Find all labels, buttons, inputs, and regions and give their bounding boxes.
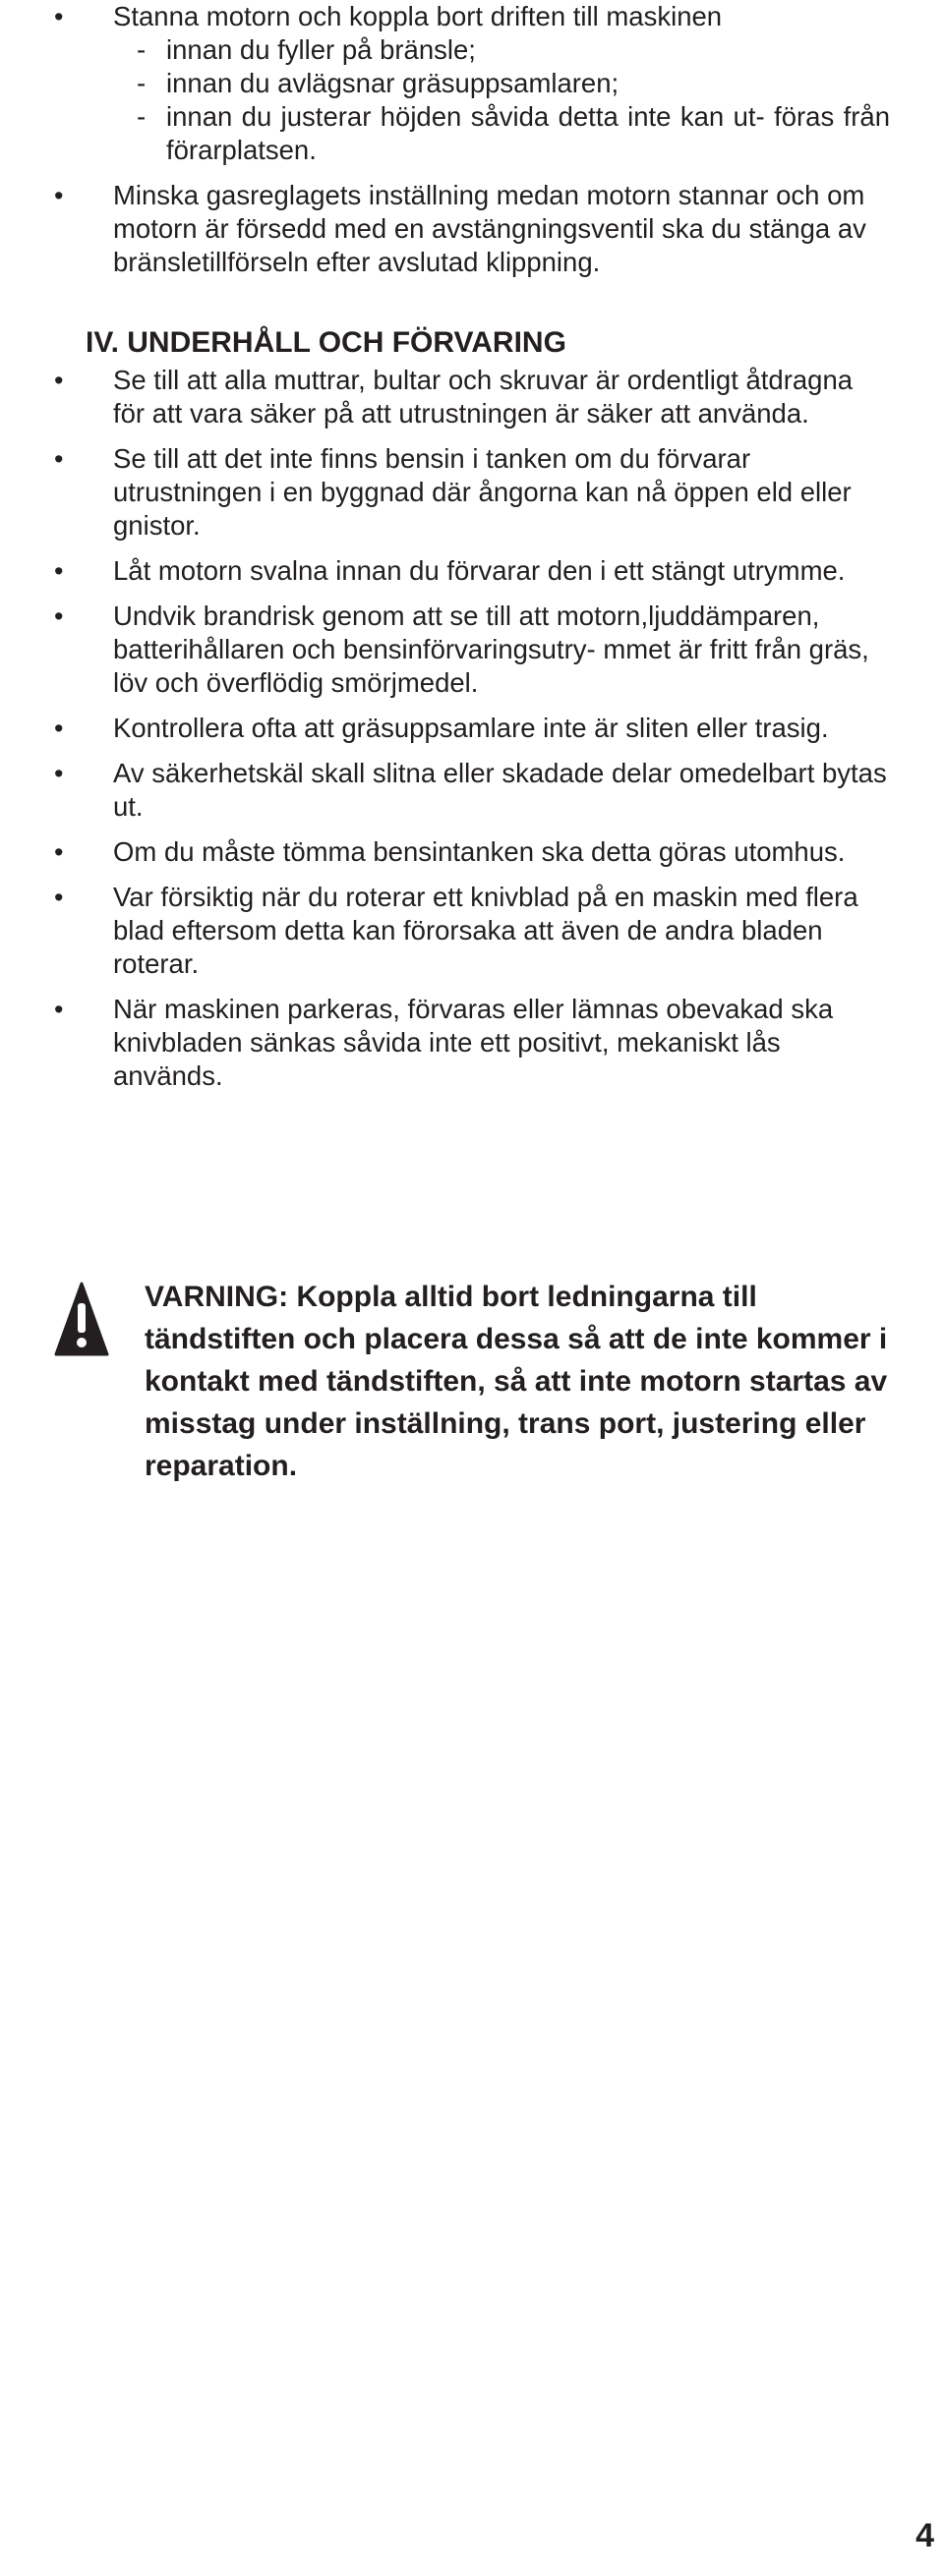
list-item: • Kontrollera ofta att gräsuppsamlare inte är sliten eller trasig.	[54, 712, 890, 745]
list-item: • När maskinen parkeras, förvaras eller lämnas obevakad ska knivbladen sänkas såvida inte ett positivt, mekaniskt lås används.	[54, 993, 890, 1093]
list-item	[54, 179, 890, 279]
list-item-text: Stanna motorn och koppla bort driften till maskinen	[113, 1, 723, 31]
list-item: • Undvik brandrisk genom att se till att motorn,ljuddämparen, batterihållaren och bensinförvaringsutry- mmet är fritt från gräs, löv och överflödig smörjmedel.	[54, 600, 890, 700]
page-number: 4	[915, 2517, 934, 2554]
list-item: • Var försiktig när du roterar ett knivblad på en maskin med flera blad eftersom detta kan förorsaka att även de andra bladen roterar.	[54, 881, 890, 981]
list-item: • Se till att alla muttrar, bultar och skruvar är ordentligt åtdragna för att vara säker på att utrustningen är säker att använda.	[54, 364, 890, 430]
safety-list	[54, 0, 890, 279]
list-item: • Om du måste tömma bensintanken ska detta göras utomhus.	[54, 835, 890, 869]
text-column	[54, 0, 890, 1482]
sub-list-item: - innan du fyller på bränsle;	[137, 33, 890, 67]
list-item-text: Minska gasreglagets inställning medan motorn stannar och om motorn är försedd med en avstängningsventil ska du stänga av bränsletillförseln efter avslutad klippning.	[113, 180, 866, 277]
sub-list-item: - innan du avlägsnar gräsuppsamlaren;	[137, 67, 890, 100]
sub-list	[113, 33, 890, 167]
list-item: • Låt motorn svalna innan du förvarar den i ett stängt utrymme.	[54, 554, 890, 588]
list-item	[54, 0, 890, 167]
maintenance-list	[54, 364, 890, 1093]
warning-triangle-icon	[54, 1282, 109, 1356]
warning-text: VARNING: Koppla alltid bort ledningarna till tändstiften och placera dessa så att de inte kommer i kontakt med tändstiften, så att inte motorn startas av misstag under inställning, trans port, justering eller reparation.	[145, 1281, 888, 1482]
section-heading: IV. UNDERHÅLL OCH FÖRVARING	[86, 326, 566, 359]
list-item: • Av säkerhetskäl skall slitna eller skadade delar omedelbart bytas ut.	[54, 757, 890, 824]
sub-list-item: - innan du justerar höjden såvida detta inte kan ut- föras från förarplatsen.	[137, 100, 890, 167]
list-item: • Se till att det inte finns bensin i tanken om du förvarar utrustningen i en byggnad där ångorna kan nå öppen eld eller gnistor.	[54, 442, 890, 543]
